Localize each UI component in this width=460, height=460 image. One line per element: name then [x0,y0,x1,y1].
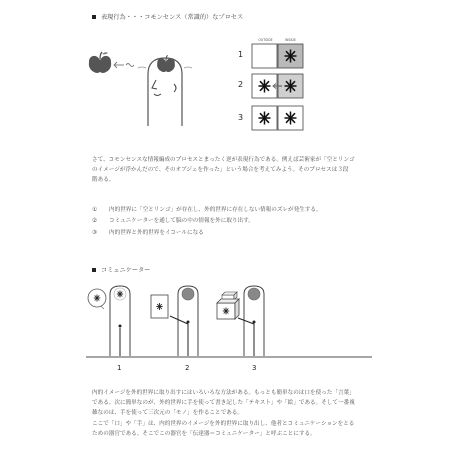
asterisk-icon [94,295,100,302]
row-number-1: 1 [238,50,244,59]
figure-label-3: 3 [252,364,257,372]
figure-3 [217,286,264,356]
asterisk-icon [285,112,297,125]
figure-1 [88,286,130,356]
figure-2 [151,286,198,356]
arrow-left-icon [114,62,134,68]
step-item-1: ① 内的世界に「空とリンゴ」が存在し、外的世界に存在しない情報のズレが発生する。 [92,207,322,213]
figure-label-2: 2 [185,364,190,372]
apple-inside-icon [157,55,175,72]
intro-paragraph: さて、コモンセンスな情報編成のプロセスとまったく逆が表現行為である。例えば芸術家が「空とリンゴ のイメージが浮かんだので、そのオブジェを作った」という場合を考えてみよう。そのプロセスは３段 階ある。 [92,157,355,184]
row-number-3: 3 [238,113,244,122]
asterisk-icon [117,291,123,298]
panel-header-inside: INSIDE [285,38,296,42]
section-heading-expression: 表現行為・・・コモンセンス（常識的）なプロセス [92,12,243,21]
step-item-3: ③ 内的世界と外的世界をイコールになる [92,230,204,236]
asterisk-icon [259,80,271,93]
communicator-illustration [80,282,380,372]
heading-bullet-icon [92,15,96,19]
asterisk-icon [285,80,297,93]
asterisk-icon [156,303,162,310]
asterisk-icon [285,50,297,63]
figure-label-1: 1 [117,364,122,372]
step-item-2: ② コミュニケーターを通して脳の中の情報を外に取り出す。 [92,218,254,224]
row-3-boxes [252,106,303,130]
section-heading-communicator: コミュニケーター [92,265,150,274]
asterisk-icon [223,308,229,315]
apple-icon [89,52,111,73]
heading-bullet-icon [92,268,96,272]
row-number-2: 2 [238,80,244,89]
row-1-boxes [252,44,303,68]
communicator-paragraph: 内的イメージを外的世界に取り出すにはいろいろな方法がある。もっとも簡単なのは口を使った「言葉」 である。次に簡単なのが、外的世界に手を使って書き記した「テキスト」や「絵」である。そして一番複 雑なのは、手を使って三次元の「モノ」を作ることである。 ここで「口」や「手」は、内的世界のイメージを外的世界に取り出し、他者とコミュニケーションをとる ための器官である。そこでこの器官を「伝達器＝コミュニケーター」と呼ぶことにする。 [92,390,355,437]
asterisk-icon [259,112,271,125]
finger-apple-illustration [80,48,220,128]
panel-header-outside: OUTSIDE [258,38,273,42]
row-2-boxes [252,74,303,98]
process-diagram [251,43,307,137]
